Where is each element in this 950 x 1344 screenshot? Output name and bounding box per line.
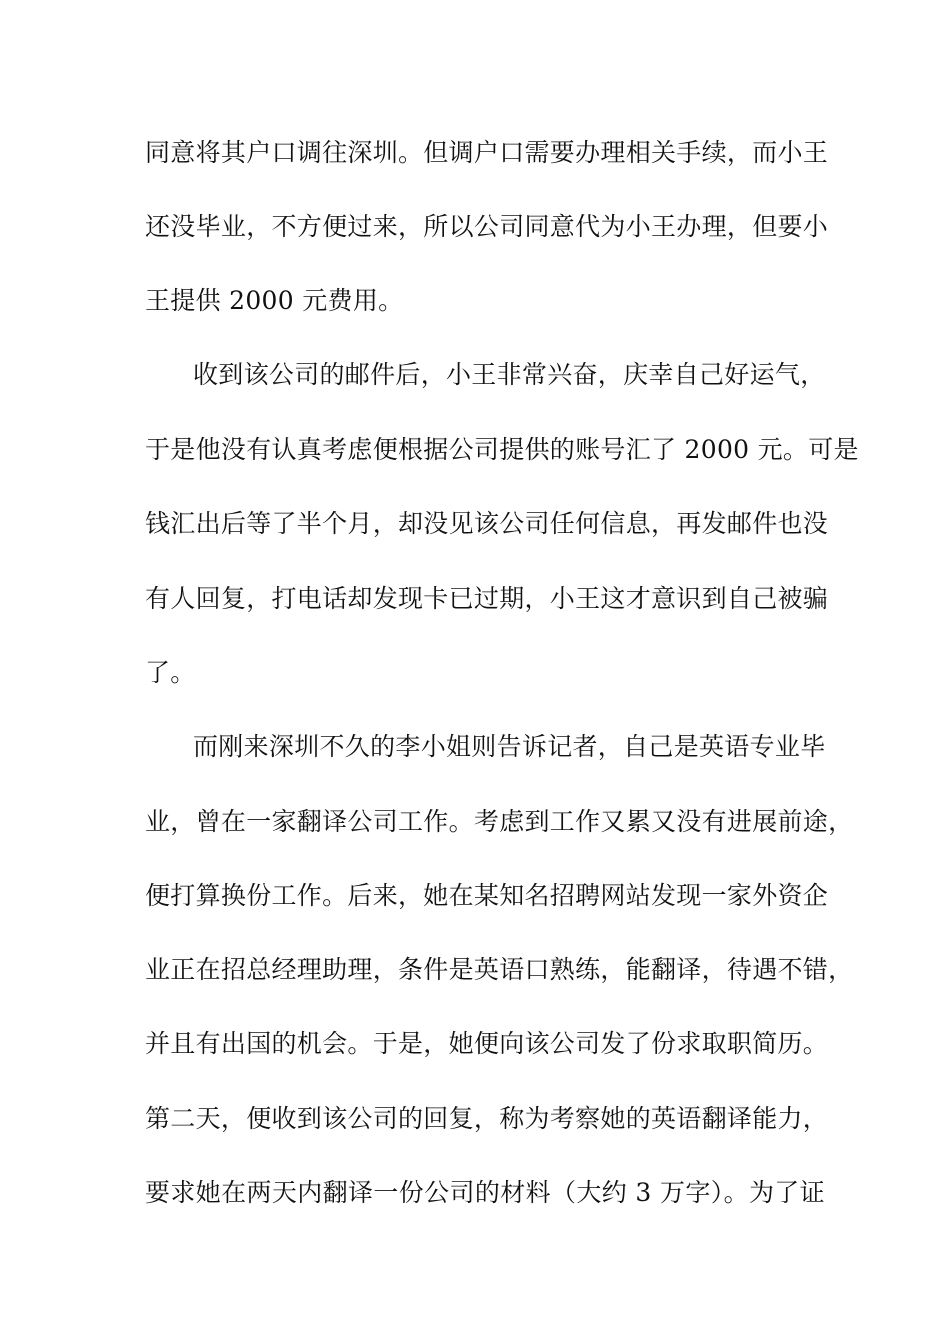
text-line: 业正在招总经理助理，条件是英语口熟练，能翻译，待遇不错， [145, 955, 854, 984]
text-line: 钱汇出后等了半个月，却没见该公司任何信息，再发邮件也没 [145, 509, 829, 538]
text-line: 于是他没有认真考虑便根据公司提供的账号汇了 2000 元。可是 [145, 435, 859, 464]
paragraph-first-line: 而刚来深圳不久的李小姐则告诉记者，自己是英语专业毕 [193, 732, 826, 761]
text-line: 要求她在两天内翻译一份公司的材料（大约 3 万字）。为了证 [145, 1178, 825, 1207]
text-line: 了。 [145, 658, 196, 687]
text-line: 业，曾在一家翻译公司工作。考虑到工作又累又没有进展前途， [145, 807, 854, 836]
text-line: 还没毕业，不方便过来，所以公司同意代为小王办理，但要小 [145, 212, 829, 241]
paragraph-first-line: 收到该公司的邮件后，小王非常兴奋，庆幸自己好运气， [193, 360, 826, 389]
text-line: 王提供 2000 元费用。 [145, 286, 404, 315]
text-line: 便打算换份工作。后来，她在某知名招聘网站发现一家外资企 [145, 881, 829, 910]
text-line: 有人回复，打电话却发现卡已过期，小王这才意识到自己被骗 [145, 584, 829, 613]
text-line: 同意将其户口调往深圳。但调户口需要办理相关手续，而小王 [145, 138, 829, 167]
text-line: 第二天，便收到该公司的回复，称为考察她的英语翻译能力， [145, 1104, 829, 1133]
text-line: 并且有出国的机会。于是，她便向该公司发了份求取职简历。 [145, 1029, 829, 1058]
